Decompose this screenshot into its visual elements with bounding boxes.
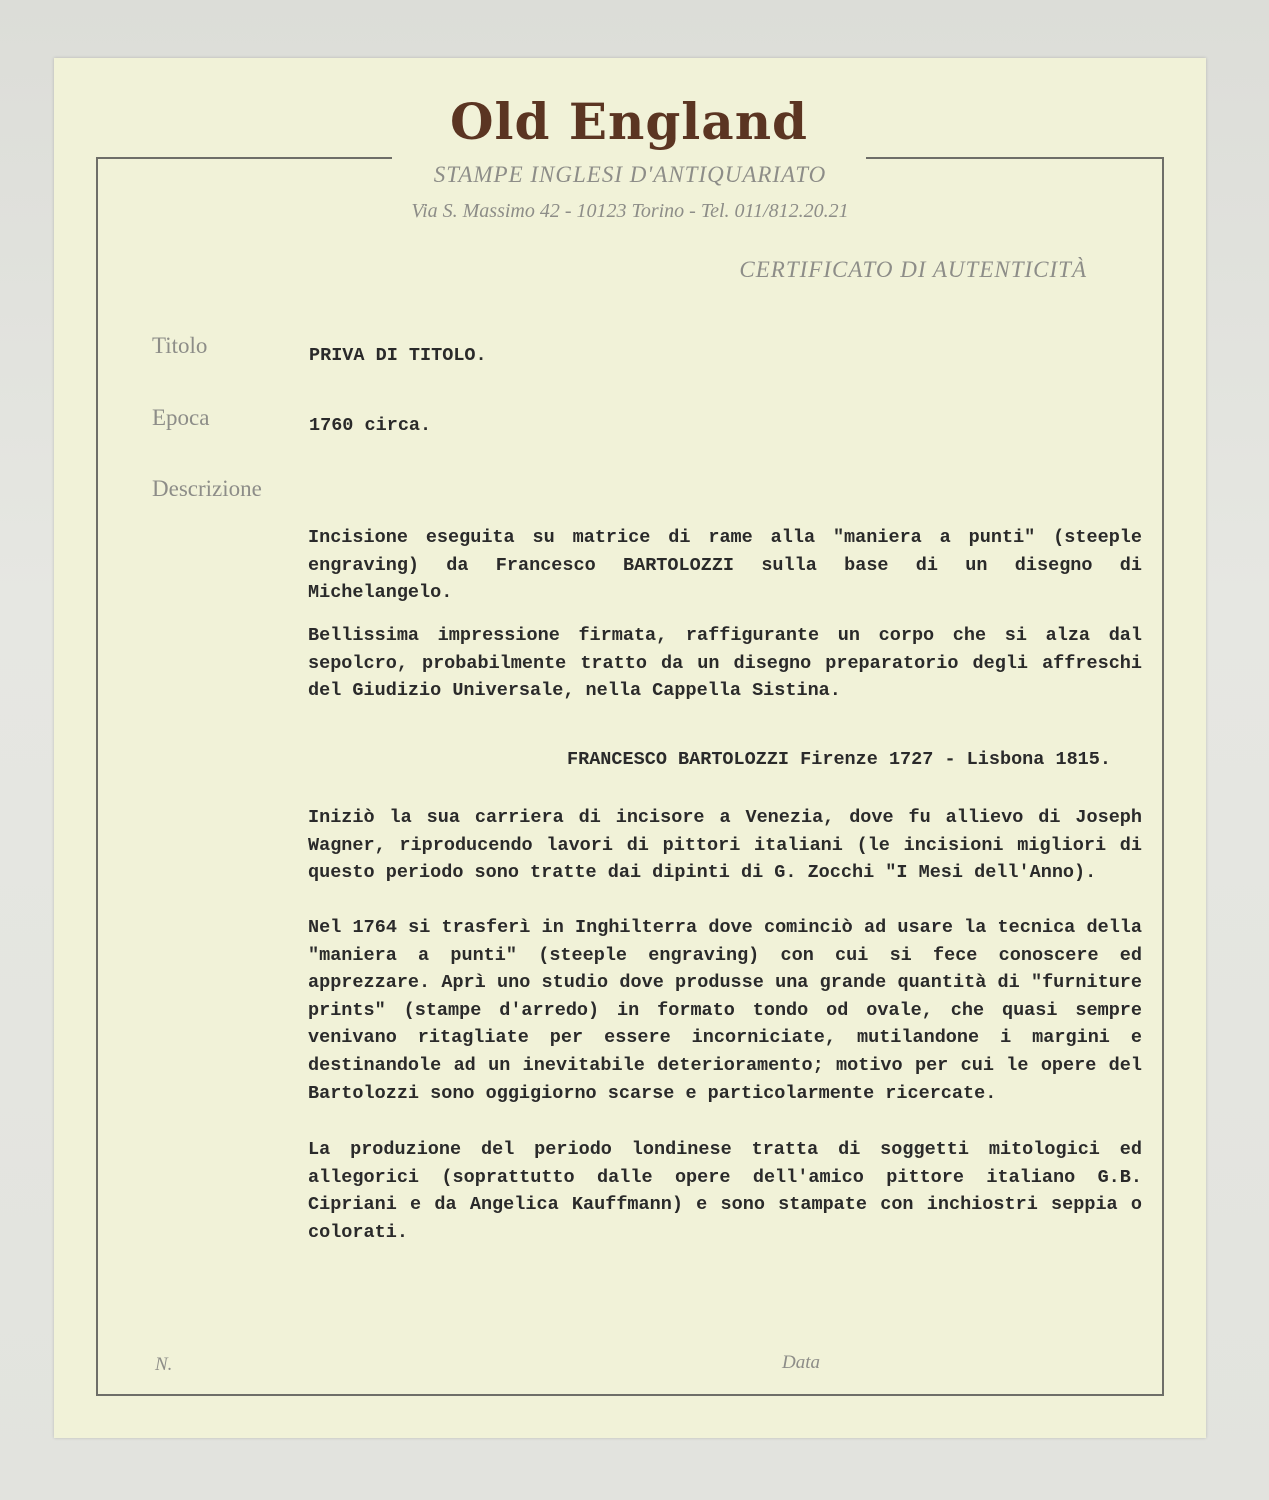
descrizione-label: Descrizione bbox=[152, 476, 262, 501]
titolo-label: Titolo bbox=[152, 333, 208, 358]
epoca-label: Epoca bbox=[152, 405, 210, 430]
date-label: Data bbox=[782, 1352, 820, 1373]
logo: Old England bbox=[449, 92, 809, 151]
biography-heading: FRANCESCO BARTOLOZZI Firenze 1727 - Lisbona 1815. bbox=[567, 749, 1111, 770]
biography-paragraph: La produzione del periodo londinese tratta di soggetti mitologici ed allegorici (soprattutto dalle opere dell'amico pittore italiano G.B. Cipriani e da Angelica Kauffmann) e sono stampate con inchiostri seppia o colorati. bbox=[308, 1139, 1142, 1243]
biography-paragraph: Nel 1764 si trasferì in Inghilterra dove cominciò ad usare la tecnica della "maniera a punti" (steeple engraving) con cui si fece conoscere ed apprezzare. Aprì uno studio dove produsse una grande quantità di "furniture prints" (stampe d'arredo) in formato tondo od ovale, che quasi sempre venivano ritagliate per essere incorniciate, mutilandone i margini e destinandole ad un inevitabile deterioramento; motivo per cui le opere del Bartolozzi sono oggigiorno scarse e particolarmente ricercate. bbox=[308, 917, 1142, 1104]
titolo-value: PRIVA DI TITOLO. bbox=[309, 345, 487, 366]
subtitle: STAMPE INGLESI D'ANTIQUARIATO bbox=[433, 162, 827, 187]
epoca-value: 1760 circa. bbox=[309, 415, 432, 436]
description-paragraph: Incisione eseguita su matrice di rame alla "maniera a punti" (steeple engraving) da Francesco BARTOLOZZI sulla base di un disegno di Michelangelo. bbox=[308, 527, 1142, 604]
certificate-title: CERTIFICATO DI AUTENTICITÀ bbox=[739, 257, 1087, 282]
border-frame-top-right bbox=[866, 157, 1164, 159]
description-paragraph: Bellissima impressione firmata, raffigurante un corpo che si alza dal sepolcro, probabilmente tratto da un disegno preparatorio degli affreschi del Giudizio Universale, nella Cappella Sistina. bbox=[308, 625, 1142, 702]
border-frame-top-left bbox=[96, 157, 392, 159]
address: Via S. Massimo 42 - 10123 Torino - Tel. 011/812.20.21 bbox=[411, 200, 849, 222]
biography-paragraph: Iniziò la sua carriera di incisore a Venezia, dove fu allievo di Joseph Wagner, riproducendo lavori di pittori italiani (le incisioni migliori di questo periodo sono tratte dai dipinti di G. Zocchi "I Mesi dell'Anno). bbox=[308, 807, 1142, 884]
number-label: N. bbox=[155, 1354, 173, 1375]
